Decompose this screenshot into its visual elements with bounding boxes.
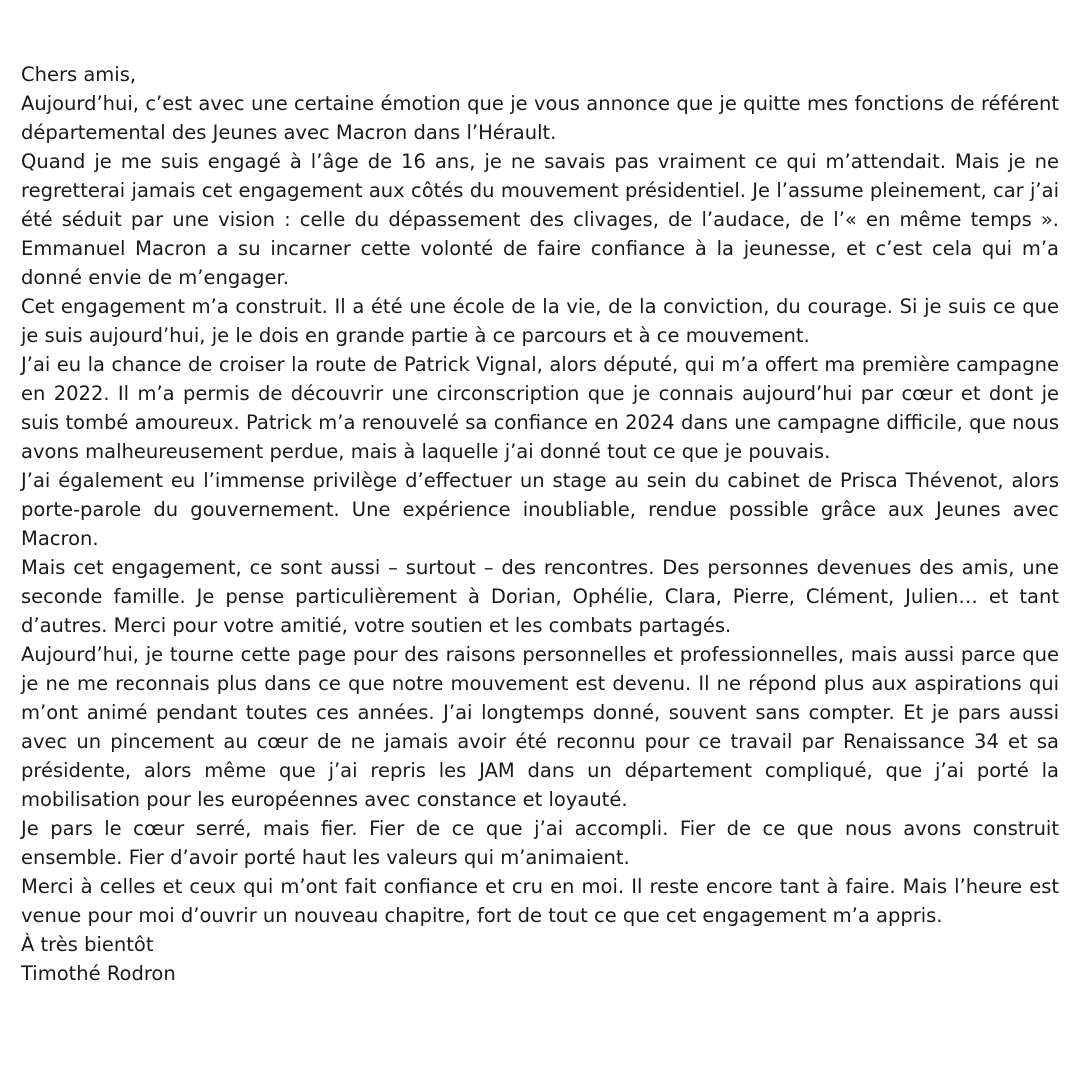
letter-paragraph-proud: Je pars le cœur serré, mais fier. Fier de ce que j’ai accompli. Fier de ce que nous avons construit ensemble. Fier d’avoir porté haut les valeurs qui m’animaient. [21, 817, 1059, 869]
letter-paragraph-reasons: Aujourd’hui, je tourne cette page pour des raisons personnelles et professionnelles, mais aussi parce que je ne me reconnais plus dans ce que notre mouvement est devenu. Il ne répond plus aux aspirations qui m’ont animé pendant toutes ces années. J’ai longtemps donné, souvent sans compter. Et je pars aussi avec un pincement au cœur de ne jamais avoir été reconnu pour ce travail par Renaissance 34 et sa présidente, alors même que j’ai repris les JAM dans un département compliqué, que j’ai porté la mobilisation pour les européennes avec constance et loyauté. [21, 643, 1059, 811]
letter-paragraph-engagement-start: Quand je me suis engagé à l’âge de 16 ans, je ne savais pas vraiment ce qui m’attendait. Mais je ne regretterai jamais cet engagement aux côtés du mouvement présidentiel. Je l’assume pleinement, car j’ai été séduit par une vision : celle du dépassement des clivages, de l’audace, de l’« en même temps ». Emmanuel Macron a su incarner cette volonté de faire confiance à la jeunesse, et c’est cela qui m’a donné envie de m’engager. [21, 150, 1059, 289]
letter-paragraph-school-of-life: Cet engagement m’a construit. Il a été une école de la vie, de la conviction, du courage. Si je suis ce que je suis aujourd’hui, je le dois en grande partie à ce parcours et à ce mouvement. [21, 295, 1059, 347]
letter-paragraph-patrick-vignal: J’ai eu la chance de croiser la route de Patrick Vignal, alors député, qui m’a offert ma première campagne en 2022. Il m’a permis de découvrir une circonscription que je connais aujourd’hui par cœur et dont je suis tombé amoureux. Patrick m’a renouvelé sa confiance en 2024 dans une campagne difficile, que nous avons malheureusement perdue, mais à laquelle j’ai donné tout ce que je pouvais. [21, 353, 1059, 463]
letter-paragraph-thanks: Merci à celles et ceux qui m’ont fait confiance et cru en moi. Il reste encore tant à faire. Mais l’heure est venue pour moi d’ouvrir un nouveau chapitre, fort de tout ce que cet engagement m’a appris. [21, 875, 1059, 927]
letter-paragraph-friends: Mais cet engagement, ce sont aussi – surtout – des rencontres. Des personnes devenues des amis, une seconde famille. Je pense particulièrement à Dorian, Ophélie, Clara, Pierre, Clément, Julien… et tant d’autres. Merci pour votre amitié, votre soutien et les combats partagés. [21, 556, 1059, 637]
letter-paragraph-internship: J’ai également eu l’immense privilège d’effectuer un stage au sein du cabinet de Prisca Thévenot, alors porte-parole du gouvernement. Une expérience inoubliable, rendue possible grâce aux Jeunes avec Macron. [21, 469, 1059, 550]
letter-signature: Timothé Rodron [21, 962, 176, 985]
letter-closing: À très bientôt [21, 933, 154, 956]
letter-greeting: Chers amis, [21, 63, 137, 86]
letter-paragraph-announcement: Aujourd’hui, c’est avec une certaine émotion que je vous annonce que je quitte mes fonctions de référent départemental des Jeunes avec Macron dans l’Hérault. [21, 92, 1059, 144]
letter-body [21, 60, 1059, 988]
